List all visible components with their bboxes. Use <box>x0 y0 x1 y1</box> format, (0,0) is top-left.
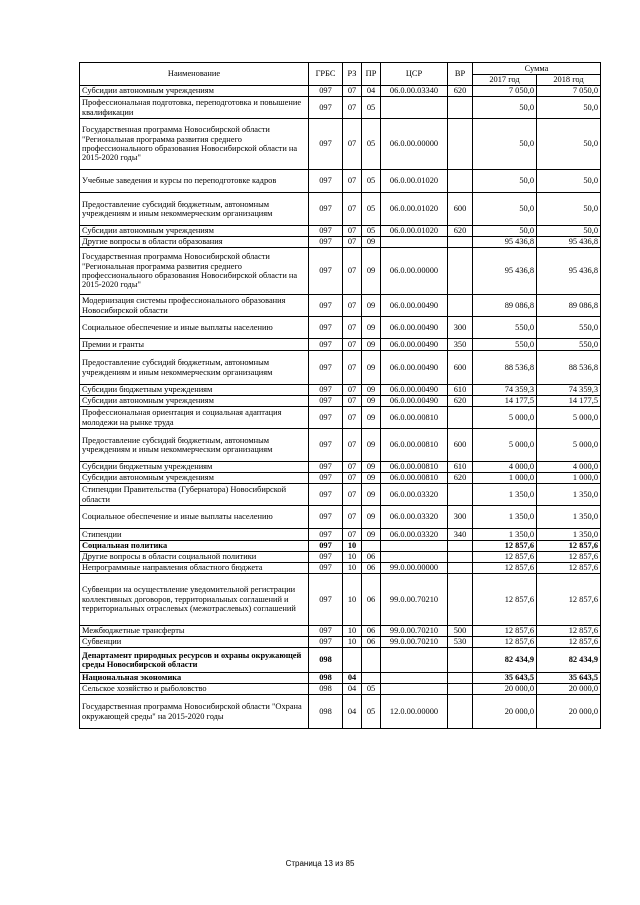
table-row <box>80 626 601 637</box>
cell-vr <box>448 170 473 193</box>
cell-pr <box>362 648 381 673</box>
cell-csr: 06.0.00.01020 <box>381 226 448 237</box>
cell-rz: 04 <box>343 673 362 684</box>
cell-csr <box>381 673 448 684</box>
cell-csr <box>381 648 448 673</box>
cell-pr: 09 <box>362 351 381 385</box>
cell-vr: 620 <box>448 226 473 237</box>
cell-rz: 07 <box>343 237 362 248</box>
cell-pr: 04 <box>362 86 381 97</box>
cell-y2018: 12 857,6 <box>537 637 601 648</box>
cell-grbs: 097 <box>309 462 343 473</box>
cell-csr: 06.0.00.00000 <box>381 248 448 295</box>
cell-pr: 09 <box>362 237 381 248</box>
cell-y2018: 12 857,6 <box>537 541 601 552</box>
cell-rz: 10 <box>343 637 362 648</box>
cell-vr <box>448 484 473 506</box>
cell-vr: 350 <box>448 339 473 351</box>
cell-y2017: 50,0 <box>473 97 537 119</box>
cell-pr: 06 <box>362 637 381 648</box>
cell-y2018: 1 350,0 <box>537 484 601 506</box>
cell-rz: 07 <box>343 396 362 407</box>
cell-y2018: 5 000,0 <box>537 429 601 462</box>
cell-vr <box>448 295 473 317</box>
table-row <box>80 695 601 729</box>
cell-vr: 340 <box>448 529 473 541</box>
cell-y2017: 12 857,6 <box>473 552 537 563</box>
cell-name: Профессиональная ориентация и социальная адаптация молодежи на рынке труда <box>80 407 309 429</box>
table-row <box>80 226 601 237</box>
cell-grbs: 097 <box>309 563 343 574</box>
table-row <box>80 351 601 385</box>
cell-grbs: 097 <box>309 473 343 484</box>
cell-rz: 07 <box>343 193 362 226</box>
cell-rz: 07 <box>343 429 362 462</box>
cell-y2017: 50,0 <box>473 226 537 237</box>
table-row <box>80 170 601 193</box>
cell-name: Субвенции на осуществление уведомительной регистрации коллективных договоров, территориальных соглашений и территориальных отраслевых (межотраслевых) соглашений <box>80 574 309 626</box>
cell-name: Государственная программа Новосибирской области "Охрана окружающей среды" на 2015-2020 годы <box>80 695 309 729</box>
cell-grbs: 098 <box>309 648 343 673</box>
cell-grbs: 097 <box>309 552 343 563</box>
cell-csr: 99.0.00.70210 <box>381 574 448 626</box>
cell-pr: 09 <box>362 506 381 529</box>
cell-y2017: 50,0 <box>473 119 537 170</box>
cell-y2018: 1 350,0 <box>537 529 601 541</box>
cell-name: Непрограммные направления областного бюджета <box>80 563 309 574</box>
cell-grbs: 097 <box>309 529 343 541</box>
cell-csr: 06.0.00.00810 <box>381 407 448 429</box>
cell-rz: 07 <box>343 339 362 351</box>
cell-y2017: 88 536,8 <box>473 351 537 385</box>
cell-vr <box>448 119 473 170</box>
cell-y2018: 1 350,0 <box>537 506 601 529</box>
table-row <box>80 407 601 429</box>
cell-rz: 07 <box>343 407 362 429</box>
cell-y2018: 12 857,6 <box>537 574 601 626</box>
cell-name: Социальное обеспечение и иные выплаты населению <box>80 506 309 529</box>
cell-pr: 05 <box>362 119 381 170</box>
cell-y2017: 12 857,6 <box>473 563 537 574</box>
cell-pr: 06 <box>362 563 381 574</box>
cell-y2018: 50,0 <box>537 170 601 193</box>
cell-csr: 99.0.00.70210 <box>381 626 448 637</box>
cell-grbs: 097 <box>309 574 343 626</box>
cell-name: Учебные заведения и курсы по переподготовке кадров <box>80 170 309 193</box>
cell-pr: 09 <box>362 473 381 484</box>
cell-name: Субсидии бюджетным учреждениям <box>80 462 309 473</box>
cell-pr: 09 <box>362 339 381 351</box>
cell-y2018: 88 536,8 <box>537 351 601 385</box>
cell-name: Предоставление субсидий бюджетным, автономным учреждениям и иным некоммерческим организациям <box>80 429 309 462</box>
cell-name: Субсидии автономным учреждениям <box>80 86 309 97</box>
cell-name: Субсидии автономным учреждениям <box>80 226 309 237</box>
cell-csr: 06.0.00.00810 <box>381 429 448 462</box>
cell-csr: 06.0.00.00810 <box>381 473 448 484</box>
cell-y2017: 20 000,0 <box>473 695 537 729</box>
table-row <box>80 339 601 351</box>
cell-csr: 06.0.00.03320 <box>381 506 448 529</box>
table-row <box>80 429 601 462</box>
cell-csr: 99.0.00.00000 <box>381 563 448 574</box>
cell-y2017: 4 000,0 <box>473 462 537 473</box>
cell-vr: 300 <box>448 506 473 529</box>
table-row <box>80 317 601 339</box>
cell-vr <box>448 407 473 429</box>
table-row <box>80 673 601 684</box>
cell-y2017: 12 857,6 <box>473 626 537 637</box>
cell-pr: 09 <box>362 462 381 473</box>
cell-vr <box>448 563 473 574</box>
cell-grbs: 097 <box>309 86 343 97</box>
cell-grbs: 097 <box>309 248 343 295</box>
cell-grbs: 097 <box>309 626 343 637</box>
cell-pr <box>362 673 381 684</box>
cell-rz: 07 <box>343 351 362 385</box>
cell-name: Государственная программа Новосибирской области "Региональная программа развития среднего профессионального образования Новосибирской области на 2015-2020 годы" <box>80 119 309 170</box>
table-row <box>80 295 601 317</box>
cell-name: Другие вопросы в области социальной политики <box>80 552 309 563</box>
cell-vr <box>448 695 473 729</box>
cell-y2017: 89 086,8 <box>473 295 537 317</box>
cell-y2017: 82 434,9 <box>473 648 537 673</box>
table-row <box>80 552 601 563</box>
cell-rz: 07 <box>343 484 362 506</box>
cell-rz: 07 <box>343 385 362 396</box>
cell-grbs: 097 <box>309 484 343 506</box>
cell-rz: 07 <box>343 473 362 484</box>
cell-rz: 10 <box>343 574 362 626</box>
table-row <box>80 506 601 529</box>
cell-vr: 620 <box>448 473 473 484</box>
table-row <box>80 563 601 574</box>
cell-vr: 500 <box>448 626 473 637</box>
cell-y2018: 50,0 <box>537 119 601 170</box>
cell-csr: 06.0.00.00490 <box>381 351 448 385</box>
cell-csr <box>381 237 448 248</box>
cell-y2018: 12 857,6 <box>537 552 601 563</box>
cell-csr: 12.0.00.00000 <box>381 695 448 729</box>
table-row <box>80 248 601 295</box>
cell-vr: 530 <box>448 637 473 648</box>
cell-pr: 09 <box>362 385 381 396</box>
table-row <box>80 462 601 473</box>
header-year-2018: 2018 год <box>537 75 601 86</box>
header-sum: Сумма <box>473 63 601 75</box>
cell-pr: 05 <box>362 226 381 237</box>
cell-pr: 09 <box>362 248 381 295</box>
cell-grbs: 097 <box>309 506 343 529</box>
cell-rz: 07 <box>343 462 362 473</box>
cell-pr: 06 <box>362 574 381 626</box>
cell-vr <box>448 673 473 684</box>
cell-pr: 09 <box>362 396 381 407</box>
cell-pr: 06 <box>362 626 381 637</box>
cell-vr: 600 <box>448 429 473 462</box>
cell-pr: 05 <box>362 97 381 119</box>
cell-vr <box>448 552 473 563</box>
cell-name: Предоставление субсидий бюджетным, автономным учреждениям и иным некоммерческим организациям <box>80 351 309 385</box>
header-rz: РЗ <box>343 63 362 86</box>
cell-grbs: 097 <box>309 317 343 339</box>
table-row <box>80 484 601 506</box>
cell-csr: 06.0.00.01020 <box>381 170 448 193</box>
table-row <box>80 396 601 407</box>
cell-y2017: 1 350,0 <box>473 484 537 506</box>
table-row <box>80 385 601 396</box>
cell-csr: 06.0.00.03320 <box>381 484 448 506</box>
cell-csr: 06.0.00.00810 <box>381 462 448 473</box>
cell-csr <box>381 97 448 119</box>
cell-y2017: 50,0 <box>473 170 537 193</box>
cell-grbs: 097 <box>309 226 343 237</box>
cell-pr: 09 <box>362 407 381 429</box>
cell-pr: 05 <box>362 695 381 729</box>
cell-y2018: 12 857,6 <box>537 626 601 637</box>
cell-grbs: 097 <box>309 170 343 193</box>
cell-pr: 09 <box>362 429 381 462</box>
cell-name: Сельское хозяйство и рыболовство <box>80 684 309 695</box>
cell-y2017: 95 436,8 <box>473 237 537 248</box>
cell-y2017: 12 857,6 <box>473 541 537 552</box>
cell-y2018: 5 000,0 <box>537 407 601 429</box>
cell-csr <box>381 541 448 552</box>
cell-vr: 620 <box>448 396 473 407</box>
cell-y2017: 12 857,6 <box>473 574 537 626</box>
cell-csr: 06.0.00.00490 <box>381 339 448 351</box>
table-row <box>80 574 601 626</box>
cell-grbs: 098 <box>309 695 343 729</box>
cell-name: Национальная экономика <box>80 673 309 684</box>
table-row <box>80 684 601 695</box>
cell-rz: 07 <box>343 226 362 237</box>
cell-pr: 09 <box>362 317 381 339</box>
cell-name: Социальная политика <box>80 541 309 552</box>
cell-vr: 620 <box>448 86 473 97</box>
cell-rz: 10 <box>343 563 362 574</box>
cell-grbs: 097 <box>309 339 343 351</box>
cell-y2018: 89 086,8 <box>537 295 601 317</box>
cell-pr: 05 <box>362 170 381 193</box>
header-csr: ЦСР <box>381 63 448 86</box>
cell-grbs: 097 <box>309 351 343 385</box>
cell-y2018: 12 857,6 <box>537 563 601 574</box>
cell-y2017: 14 177,5 <box>473 396 537 407</box>
cell-name: Модернизация системы профессионального образования Новосибирской области <box>80 295 309 317</box>
table-row <box>80 97 601 119</box>
cell-vr: 300 <box>448 317 473 339</box>
cell-y2018: 20 000,0 <box>537 684 601 695</box>
cell-y2018: 14 177,5 <box>537 396 601 407</box>
cell-rz: 04 <box>343 684 362 695</box>
cell-rz <box>343 648 362 673</box>
cell-rz: 07 <box>343 529 362 541</box>
cell-pr <box>362 541 381 552</box>
cell-name: Субсидии автономным учреждениям <box>80 473 309 484</box>
cell-csr: 06.0.00.00490 <box>381 317 448 339</box>
cell-name: Профессиональная подготовка, переподготовка и повышение квалификации <box>80 97 309 119</box>
cell-csr <box>381 552 448 563</box>
cell-y2018: 7 050,0 <box>537 86 601 97</box>
cell-vr <box>448 97 473 119</box>
table-body <box>80 86 601 729</box>
cell-y2017: 1 350,0 <box>473 506 537 529</box>
cell-rz: 07 <box>343 506 362 529</box>
cell-y2018: 50,0 <box>537 97 601 119</box>
cell-y2018: 4 000,0 <box>537 462 601 473</box>
cell-rz: 07 <box>343 295 362 317</box>
table-row <box>80 637 601 648</box>
table-row <box>80 541 601 552</box>
cell-y2017: 5 000,0 <box>473 429 537 462</box>
cell-y2017: 12 857,6 <box>473 637 537 648</box>
cell-y2018: 35 643,5 <box>537 673 601 684</box>
cell-name: Субсидии бюджетным учреждениям <box>80 385 309 396</box>
cell-grbs: 097 <box>309 385 343 396</box>
cell-csr: 06.0.00.03340 <box>381 86 448 97</box>
cell-rz: 07 <box>343 97 362 119</box>
cell-pr: 06 <box>362 552 381 563</box>
cell-y2018: 20 000,0 <box>537 695 601 729</box>
cell-grbs: 097 <box>309 237 343 248</box>
cell-y2017: 95 436,8 <box>473 248 537 295</box>
cell-rz: 07 <box>343 317 362 339</box>
cell-name: Стипендии <box>80 529 309 541</box>
cell-y2018: 1 000,0 <box>537 473 601 484</box>
cell-pr: 05 <box>362 193 381 226</box>
cell-grbs: 097 <box>309 407 343 429</box>
cell-y2018: 50,0 <box>537 226 601 237</box>
page-footer: Страница 13 из 85 <box>285 859 355 868</box>
cell-y2018: 550,0 <box>537 339 601 351</box>
cell-grbs: 098 <box>309 673 343 684</box>
cell-name: Межбюджетные трансферты <box>80 626 309 637</box>
table-row <box>80 529 601 541</box>
cell-name: Государственная программа Новосибирской области "Региональная программа развития среднего профессионального образования Новосибирской области на 2015-2020 годы" <box>80 248 309 295</box>
cell-name: Другие вопросы в области образования <box>80 237 309 248</box>
cell-csr: 06.0.00.00490 <box>381 295 448 317</box>
cell-vr: 610 <box>448 385 473 396</box>
header-vr: ВР <box>448 63 473 86</box>
cell-y2017: 20 000,0 <box>473 684 537 695</box>
cell-grbs: 097 <box>309 396 343 407</box>
cell-grbs: 097 <box>309 119 343 170</box>
cell-y2017: 1 350,0 <box>473 529 537 541</box>
cell-y2018: 95 436,8 <box>537 237 601 248</box>
cell-vr <box>448 237 473 248</box>
cell-vr: 600 <box>448 193 473 226</box>
cell-y2017: 550,0 <box>473 317 537 339</box>
cell-name: Предоставление субсидий бюджетным, автономным учреждениям и иным некоммерческим организациям <box>80 193 309 226</box>
cell-grbs: 097 <box>309 637 343 648</box>
table-row <box>80 86 601 97</box>
cell-grbs: 097 <box>309 541 343 552</box>
header-year-2017: 2017 год <box>473 75 537 86</box>
table-row <box>80 237 601 248</box>
cell-pr: 09 <box>362 484 381 506</box>
cell-y2018: 74 359,3 <box>537 385 601 396</box>
cell-y2017: 550,0 <box>473 339 537 351</box>
header-pr: ПР <box>362 63 381 86</box>
cell-y2017: 74 359,3 <box>473 385 537 396</box>
cell-pr: 05 <box>362 684 381 695</box>
cell-rz: 10 <box>343 541 362 552</box>
cell-rz: 07 <box>343 86 362 97</box>
cell-name: Департамент природных ресурсов и охраны окружающей среды Новосибирской области <box>80 648 309 673</box>
cell-y2018: 82 434,9 <box>537 648 601 673</box>
cell-csr: 99.0.00.70210 <box>381 637 448 648</box>
cell-y2018: 95 436,8 <box>537 248 601 295</box>
cell-grbs: 097 <box>309 295 343 317</box>
cell-rz: 10 <box>343 552 362 563</box>
cell-grbs: 098 <box>309 684 343 695</box>
cell-name: Стипендии Правительства (Губернатора) Новосибирской области <box>80 484 309 506</box>
cell-csr: 06.0.00.00490 <box>381 385 448 396</box>
cell-rz: 04 <box>343 695 362 729</box>
table-row <box>80 193 601 226</box>
cell-vr: 610 <box>448 462 473 473</box>
cell-rz: 07 <box>343 170 362 193</box>
cell-y2018: 550,0 <box>537 317 601 339</box>
table-row <box>80 119 601 170</box>
cell-vr <box>448 574 473 626</box>
cell-y2017: 7 050,0 <box>473 86 537 97</box>
cell-grbs: 097 <box>309 429 343 462</box>
cell-name: Субвенции <box>80 637 309 648</box>
budget-table <box>79 62 601 729</box>
cell-csr <box>381 684 448 695</box>
cell-y2017: 35 643,5 <box>473 673 537 684</box>
cell-pr: 09 <box>362 529 381 541</box>
header-grbs: ГРБС <box>309 63 343 86</box>
cell-y2018: 50,0 <box>537 193 601 226</box>
cell-vr <box>448 248 473 295</box>
table-row <box>80 473 601 484</box>
cell-rz: 10 <box>343 626 362 637</box>
cell-rz: 07 <box>343 248 362 295</box>
cell-name: Премии и гранты <box>80 339 309 351</box>
cell-y2017: 1 000,0 <box>473 473 537 484</box>
cell-grbs: 097 <box>309 193 343 226</box>
cell-rz: 07 <box>343 119 362 170</box>
header-name: Наименование <box>80 63 309 86</box>
cell-vr <box>448 684 473 695</box>
cell-csr: 06.0.00.03320 <box>381 529 448 541</box>
cell-vr <box>448 648 473 673</box>
cell-csr: 06.0.00.01020 <box>381 193 448 226</box>
cell-name: Социальное обеспечение и иные выплаты населению <box>80 317 309 339</box>
cell-name: Субсидии автономным учреждениям <box>80 396 309 407</box>
cell-vr: 600 <box>448 351 473 385</box>
cell-csr: 06.0.00.00490 <box>381 396 448 407</box>
cell-y2017: 50,0 <box>473 193 537 226</box>
cell-grbs: 097 <box>309 97 343 119</box>
cell-pr: 09 <box>362 295 381 317</box>
cell-y2017: 5 000,0 <box>473 407 537 429</box>
cell-vr <box>448 541 473 552</box>
cell-csr: 06.0.00.00000 <box>381 119 448 170</box>
table-row <box>80 648 601 673</box>
